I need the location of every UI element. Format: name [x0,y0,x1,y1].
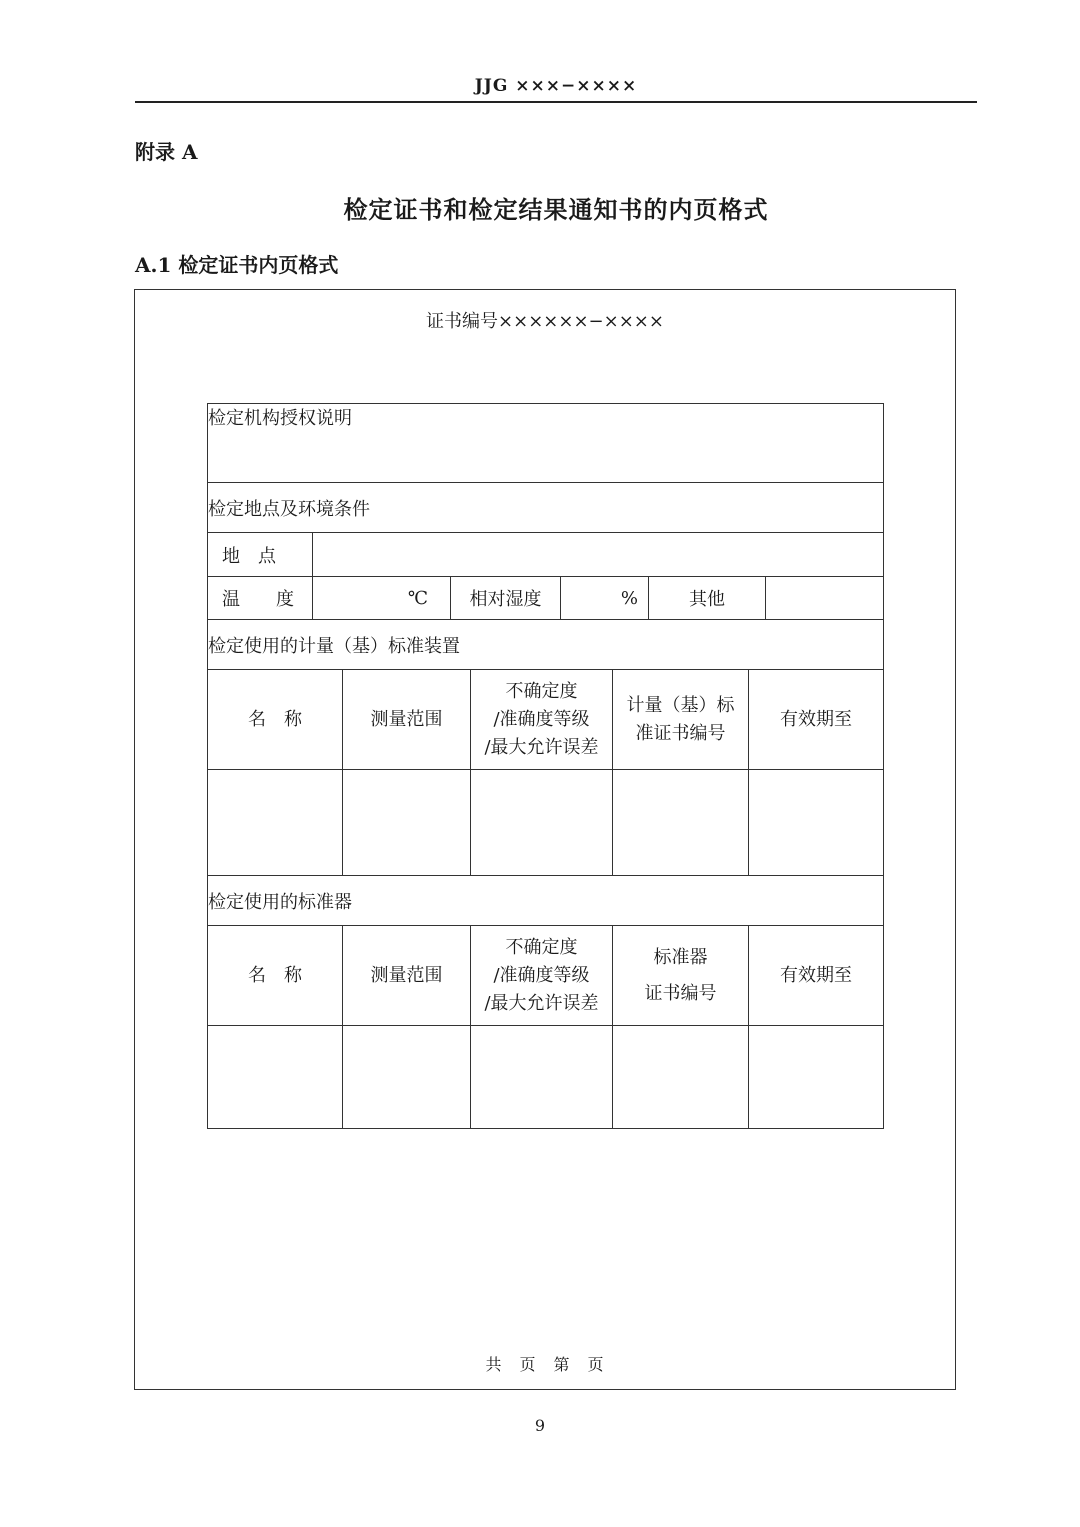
humidity-label: 相对湿度 [451,577,561,620]
location-row [208,533,884,577]
temperature-row [208,577,884,620]
page-title: 检定证书和检定结果通知书的内页格式 [343,195,769,224]
page-count-footer: 共 页 第 页 [485,1355,605,1374]
other-value [766,577,884,620]
standard-device-section-row [208,620,884,670]
location-value [313,533,884,577]
cell-name [208,1026,343,1129]
header-name: 名 称 [208,926,343,1026]
cell-valid-until [749,1026,884,1129]
standard-instrument-section-label: 检定使用的标准器 [208,876,884,926]
cell-uncertainty [471,770,613,876]
certificate-number: 证书编号××××××−×××× [426,311,664,332]
standard-device-data-row [208,770,884,876]
humidity-unit: % [561,577,649,620]
cell-name [208,770,343,876]
appendix-label: 附录 A [135,140,198,164]
header-valid-until: 有效期至 [749,670,884,770]
standard-instrument-data-row [208,1026,884,1129]
cell-certificate-number [613,770,749,876]
cell-certificate-number [613,1026,749,1129]
header-instrument-certificate-number: 标准器 证书编号 [613,926,749,1026]
cell-measuring-range [343,1026,471,1129]
authorization-label: 检定机构授权说明 [208,404,884,483]
standard-device-section-label: 检定使用的计量（基）标准装置 [208,620,884,670]
header-measuring-range: 测量范围 [343,670,471,770]
header-uncertainty: 不确定度 /准确度等级 /最大允许误差 [471,926,613,1026]
standard-instrument-header-row [208,926,884,1026]
page-number: 9 [534,1416,546,1435]
cell-measuring-range [343,770,471,876]
location-env-row [208,483,884,533]
header-valid-until: 有效期至 [749,926,884,1026]
location-label: 地 点 [208,533,313,577]
standard-instrument-section-row [208,876,884,926]
certificate-form-table [207,403,884,1129]
standard-device-header-row [208,670,884,770]
standard-code-header: JJG ×××−×××× [474,76,638,96]
authorization-row [208,404,884,483]
header-name: 名 称 [208,670,343,770]
header-rule [135,101,977,103]
header-certificate-number: 计量（基）标 准证书编号 [613,670,749,770]
temperature-unit: ℃ [313,577,451,620]
temperature-label: 温 度 [208,577,313,620]
location-env-label: 检定地点及环境条件 [208,483,884,533]
other-label: 其他 [649,577,766,620]
cell-uncertainty [471,1026,613,1129]
cell-valid-until [749,770,884,876]
header-measuring-range: 测量范围 [343,926,471,1026]
section-heading: A.1 检定证书内页格式 [135,253,339,277]
header-uncertainty: 不确定度 /准确度等级 /最大允许误差 [471,670,613,770]
